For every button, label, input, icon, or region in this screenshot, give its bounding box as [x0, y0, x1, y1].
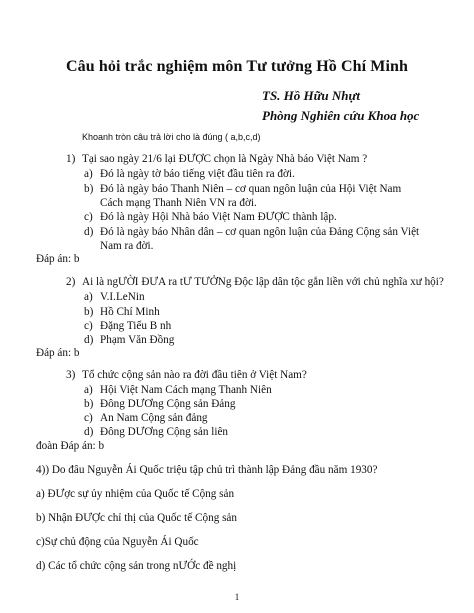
option-text: Đó là ngày báo Thanh Niên – cơ quan ngôn luận của Hội Việt Nam [100, 183, 402, 195]
option-3c [84, 412, 208, 425]
document-title: Câu hỏi trắc nghiệm môn Tư tưởng Hồ Chí Minh [66, 58, 408, 75]
option-4c: c)Sự chủ động của Nguyễn Ái Quốc [36, 536, 199, 548]
option-text: Đông DƯƠng Cộng sản liên [100, 426, 229, 438]
option-label: c) [84, 412, 93, 424]
page-number: 1 [234, 592, 240, 602]
option-text: Đặng Tiểu B nh [100, 320, 172, 332]
option-1d [84, 226, 419, 239]
option-label: b) [84, 306, 94, 318]
question-4: 4)) Do đâu Nguyễn Ái Quốc triệu tập chủ trì thành lập Đảng đầu năm 1930? [36, 464, 378, 476]
question-text: Ai là ngƯỜI ĐƯA ra tƯ TƯỞNg Độc lập dân tộc gắn liền với chủ nghĩa xư hội? [82, 276, 444, 288]
option-text: Đông DƯƠng Cộng sản Đảng [100, 398, 236, 410]
option-4b: b) Nhận ĐƯỢc chỉ thị của Quốc tế Cộng sản [36, 512, 237, 524]
option-label: d) [84, 426, 94, 438]
option-text: Đó là ngày tờ báo tiếng việt đầu tiên ra đời. [100, 168, 295, 180]
option-3b [84, 398, 235, 411]
option-1b [84, 183, 401, 196]
option-4d: d) Các tổ chức cộng sản trong nƯỚc đề nghị [36, 560, 237, 572]
option-label: c) [84, 211, 93, 223]
answer-2: Đáp án: b [36, 347, 80, 359]
option-3a [84, 384, 272, 397]
question-1 [66, 153, 367, 166]
option-2b [84, 306, 160, 319]
instruction-text: Khoanh tròn câu trả lời cho là đúng ( a,b,c,d) [82, 132, 261, 142]
option-1a [84, 168, 295, 181]
option-text: Phạm Văn Đồng [100, 334, 175, 346]
option-label: b) [84, 183, 94, 195]
option-label: c) [84, 320, 93, 332]
question-number: 1) [66, 153, 76, 165]
option-1b-continued: Cách mạng Thanh Niên VN ra đời. [100, 197, 257, 209]
option-label: d) [84, 334, 94, 346]
option-1d-continued: Nam ra đời. [100, 240, 154, 252]
option-2c [84, 320, 171, 333]
option-label: a) [84, 384, 93, 396]
option-text: Đó là ngày báo Nhân dân – cơ quan ngôn luận của Đảng Cộng sản Việt [100, 226, 420, 238]
author-name: TS. Hồ Hữu Nhựt [262, 88, 360, 103]
option-4a: a) ĐƯợc sự ủy nhiệm của Quốc tế Cộng sản [36, 488, 235, 500]
question-2 [66, 276, 444, 289]
option-text: Đó là ngày Hội Nhà báo Việt Nam ĐƯỢC thành lập. [100, 211, 337, 223]
question-number: 3) [66, 369, 76, 381]
option-label: a) [84, 291, 93, 303]
option-text: An Nam Cộng sản đảng [100, 412, 208, 424]
option-1c [84, 211, 337, 224]
option-text: V.I.LeNin [100, 291, 145, 303]
option-3d [84, 426, 228, 439]
option-text: Hồ Chí Minh [100, 306, 160, 318]
answer-1: Đáp án: b [36, 253, 80, 265]
question-text: Tại sao ngày 21/6 lại ĐƯỢC chọn là Ngày Nhà báo Việt Nam ? [82, 153, 368, 165]
question-3 [66, 369, 307, 382]
option-text: Hội Việt Nam Cách mạng Thanh Niên [100, 384, 272, 396]
question-text: Tổ chức cộng sản nào ra đời đầu tiên ở Việt Nam? [82, 369, 307, 381]
answer-3: đoàn Đáp án: b [36, 440, 105, 452]
question-number: 2) [66, 276, 76, 288]
option-label: d) [84, 226, 94, 238]
option-2d [84, 334, 174, 347]
author-department: Phòng Nghiên cứu Khoa học [262, 108, 420, 123]
option-label: a) [84, 168, 93, 180]
option-2a [84, 291, 145, 304]
option-label: b) [84, 398, 94, 410]
